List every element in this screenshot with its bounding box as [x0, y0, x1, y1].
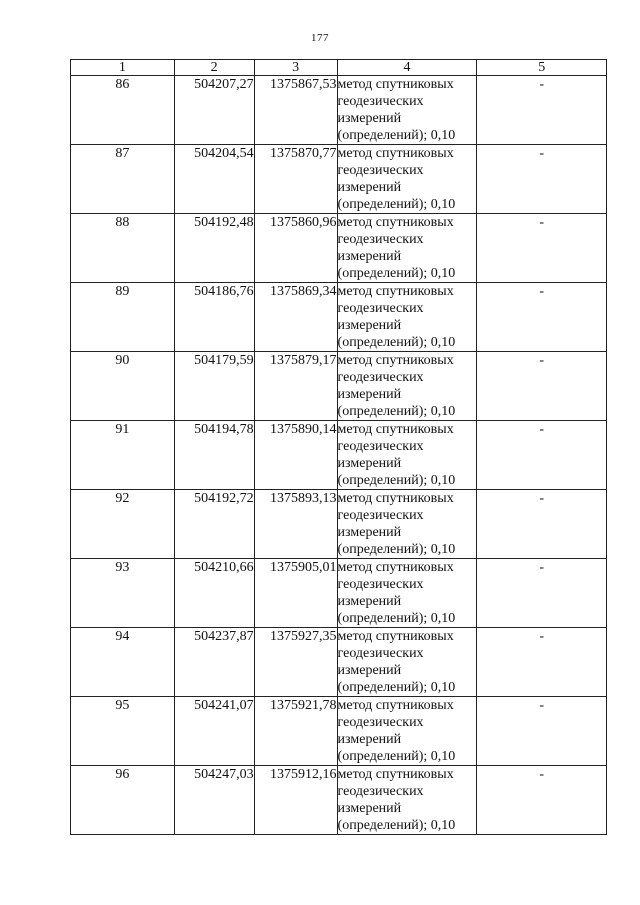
- note: -: [477, 490, 607, 559]
- point-number: 89: [71, 283, 175, 352]
- column-header-2: 2: [174, 60, 254, 76]
- coordinate-x: 504241,07: [174, 697, 254, 766]
- method-accuracy: метод спутниковых геодезических измерений (определений); 0,10: [337, 628, 477, 697]
- table-row: [71, 697, 607, 766]
- coordinate-y: 1375890,14: [254, 421, 337, 490]
- note: -: [477, 766, 607, 835]
- table-row: [71, 628, 607, 697]
- coordinate-x: 504247,03: [174, 766, 254, 835]
- method-accuracy: метод спутниковых геодезических измерений (определений); 0,10: [337, 283, 477, 352]
- point-number: 91: [71, 421, 175, 490]
- coordinate-y: 1375867,53: [254, 76, 337, 145]
- coordinate-x: 504192,48: [174, 214, 254, 283]
- page-number: 177: [311, 32, 329, 44]
- coordinate-y: 1375921,78: [254, 697, 337, 766]
- point-number: 88: [71, 214, 175, 283]
- coordinate-x: 504237,87: [174, 628, 254, 697]
- coordinate-y: 1375927,35: [254, 628, 337, 697]
- method-accuracy: метод спутниковых геодезических измерений (определений); 0,10: [337, 214, 477, 283]
- method-accuracy: метод спутниковых геодезических измерений (определений); 0,10: [337, 766, 477, 835]
- note: -: [477, 214, 607, 283]
- table-header-row: [71, 60, 607, 76]
- table-row: [71, 76, 607, 145]
- method-accuracy: метод спутниковых геодезических измерений (определений); 0,10: [337, 145, 477, 214]
- coordinate-y: 1375905,01: [254, 559, 337, 628]
- table-row: [71, 145, 607, 214]
- note: -: [477, 145, 607, 214]
- method-accuracy: метод спутниковых геодезических измерений (определений); 0,10: [337, 697, 477, 766]
- column-header-5: 5: [477, 60, 607, 76]
- coordinate-x: 504210,66: [174, 559, 254, 628]
- table-row: [71, 421, 607, 490]
- coordinate-y: 1375879,17: [254, 352, 337, 421]
- table-row: [71, 490, 607, 559]
- point-number: 87: [71, 145, 175, 214]
- coordinate-y: 1375912,16: [254, 766, 337, 835]
- coordinates-table: [70, 59, 607, 835]
- table-row: [71, 352, 607, 421]
- table-row: [71, 766, 607, 835]
- point-number: 90: [71, 352, 175, 421]
- note: -: [477, 628, 607, 697]
- method-accuracy: метод спутниковых геодезических измерений (определений); 0,10: [337, 352, 477, 421]
- coordinate-y: 1375893,13: [254, 490, 337, 559]
- point-number: 96: [71, 766, 175, 835]
- coordinate-x: 504207,27: [174, 76, 254, 145]
- coordinate-x: 504186,76: [174, 283, 254, 352]
- note: -: [477, 283, 607, 352]
- table-body: [71, 76, 607, 835]
- coordinate-x: 504204,54: [174, 145, 254, 214]
- note: -: [477, 352, 607, 421]
- method-accuracy: метод спутниковых геодезических измерений (определений); 0,10: [337, 421, 477, 490]
- point-number: 86: [71, 76, 175, 145]
- column-header-3: 3: [254, 60, 337, 76]
- table-row: [71, 214, 607, 283]
- note: -: [477, 697, 607, 766]
- coordinate-x: 504192,72: [174, 490, 254, 559]
- note: -: [477, 76, 607, 145]
- coordinate-x: 504194,78: [174, 421, 254, 490]
- coordinate-y: 1375869,34: [254, 283, 337, 352]
- note: -: [477, 559, 607, 628]
- point-number: 95: [71, 697, 175, 766]
- point-number: 93: [71, 559, 175, 628]
- table-row: [71, 283, 607, 352]
- column-header-1: 1: [71, 60, 175, 76]
- method-accuracy: метод спутниковых геодезических измерений (определений); 0,10: [337, 76, 477, 145]
- point-number: 92: [71, 490, 175, 559]
- table-row: [71, 559, 607, 628]
- coordinate-x: 504179,59: [174, 352, 254, 421]
- method-accuracy: метод спутниковых геодезических измерений (определений); 0,10: [337, 559, 477, 628]
- method-accuracy: метод спутниковых геодезических измерений (определений); 0,10: [337, 490, 477, 559]
- note: -: [477, 421, 607, 490]
- coordinate-y: 1375870,77: [254, 145, 337, 214]
- coordinate-y: 1375860,96: [254, 214, 337, 283]
- point-number: 94: [71, 628, 175, 697]
- column-header-4: 4: [337, 60, 477, 76]
